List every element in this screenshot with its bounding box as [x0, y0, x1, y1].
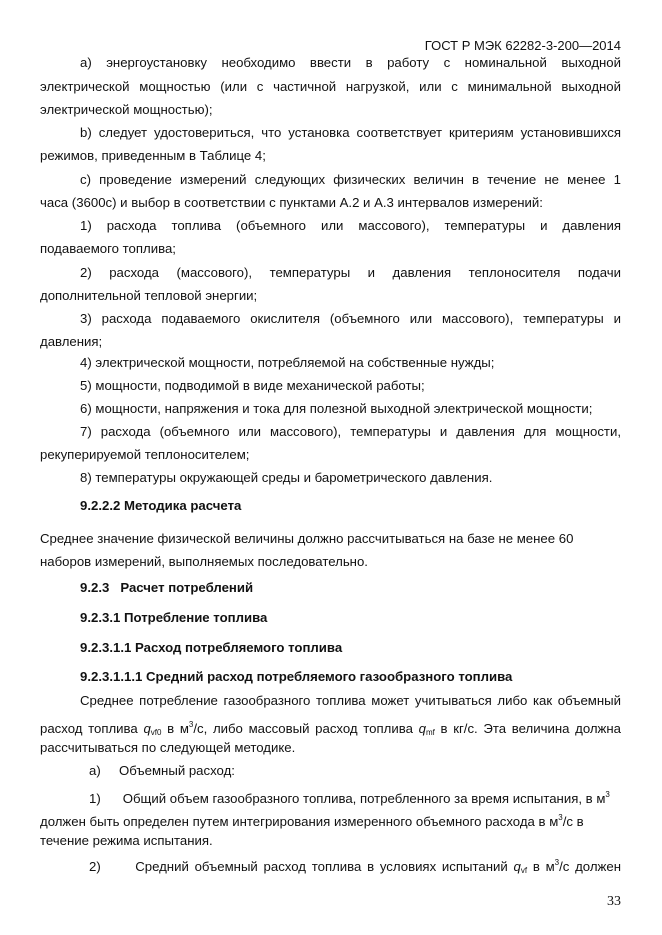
subscript: mf — [425, 728, 435, 737]
text-span: 1) Общий объем газообразного топлива, потребленного за время испытания, в м — [89, 791, 606, 806]
symbol-q: q — [418, 721, 426, 736]
list-item-6: 6) мощности, напряжения и тока для полезной выходной электрической мощности; — [80, 401, 593, 416]
item-a-line2: электрической мощностью (или с частичной нагрузкой, или с минимальной выходной — [40, 79, 621, 94]
text-span: должен быть определен путем интегрирования измеренного объемного расхода в м — [40, 814, 559, 829]
section-heading-923: 9.2.3 Расчет потреблений — [80, 580, 254, 595]
item-b-line1: b) следует удостовериться, что установка соответствует критериям установившихся — [80, 125, 621, 140]
list-item-2-line2: дополнительной тепловой энергии; — [40, 288, 258, 303]
section-9222-line1: Среднее значение физической величины должно рассчитываться на базе не менее 60 — [40, 531, 574, 546]
symbol-q: q — [143, 721, 151, 736]
section-heading-92311: 9.2.3.1.1 Расход потребляемого топлива — [80, 640, 343, 655]
list-item-3-line2: давления; — [40, 334, 103, 349]
list-item-4: 4) электрической мощности, потребляемой на собственные нужды; — [80, 355, 495, 370]
list-item-1-line2: подаваемого топлива; — [40, 241, 176, 256]
text-span: в кг/с. Эта величина должна — [440, 721, 621, 736]
step2-line1 — [89, 851, 621, 883]
section-9222-line2: наборов измерений, выполняемых последовательно. — [40, 554, 368, 569]
list-item-7-line2: рекуперируемой теплоносителем; — [40, 447, 250, 462]
section-heading-9231: 9.2.3.1 Потребление топлива — [80, 610, 268, 625]
volumetric-flow-label: а) Объемный расход: — [89, 763, 235, 778]
superscript: 3 — [554, 858, 560, 867]
item-c-line1: с) проведение измерений следующих физических величин в течение не менее 1 — [80, 172, 621, 187]
text-span: 2) Средний объемный расход топлива в условиях испытаний — [89, 859, 508, 874]
list-item-7-line1: 7) расхода (объемного или массового), температуры и давления для мощности, — [80, 424, 621, 439]
step1-line3: течение режима испытания. — [40, 833, 213, 848]
superscript: 3 — [605, 790, 610, 799]
list-item-3-line1: 3) расхода подаваемого окислителя (объемного или массового), температуры и — [80, 311, 621, 326]
section-heading-9222: 9.2.2.2 Методика расчета — [80, 498, 242, 513]
subscript: vf — [520, 866, 528, 875]
list-item-2-line1: 2) расхода (массового), температуры и давления теплоносителя подачи — [80, 265, 621, 280]
text-span: в м — [167, 721, 189, 736]
item-c-line2: часа (3600с) и выбор в соответствии с пунктами А.2 и А.3 интервалов измерений: — [40, 195, 543, 210]
superscript: 3 — [558, 813, 563, 822]
superscript: 3 — [188, 720, 194, 729]
item-a-line3: электрической мощностью); — [40, 102, 213, 117]
body-p1-line3: рассчитываться по следующей методике. — [40, 740, 296, 755]
list-item-1-line1: 1) расхода топлива (объемного или массового), температуры и давления — [80, 218, 621, 233]
text-span: расход топлива — [40, 721, 138, 736]
document-header: ГОСТ Р МЭК 62282-3-200—2014 — [424, 38, 621, 53]
item-b-line2: режимов, приведенным в Таблице 4; — [40, 148, 266, 163]
text-span: /с, либо массовый расход топлива — [193, 721, 413, 736]
subscript: vf0 — [150, 728, 162, 737]
body-p1-line1: Среднее потребление газообразного топлива может учитываться либо как объемный — [80, 693, 621, 708]
section-heading-923111: 9.2.3.1.1.1 Средний расход потребляемого газообразного топлива — [80, 669, 513, 684]
text-span: /с в — [562, 814, 584, 829]
text-span: в м — [532, 859, 555, 874]
text-span: /с должен — [559, 859, 621, 874]
list-item-5: 5) мощности, подводимой в виде механической работы; — [80, 378, 425, 393]
item-a-line1: а) энергоустановку необходимо ввести в работу с номинальной выходной — [80, 55, 621, 70]
page-number: 33 — [607, 894, 621, 909]
list-item-8: 8) температуры окружающей среды и барометрического давления. — [80, 470, 493, 485]
symbol-q: q — [513, 859, 521, 874]
